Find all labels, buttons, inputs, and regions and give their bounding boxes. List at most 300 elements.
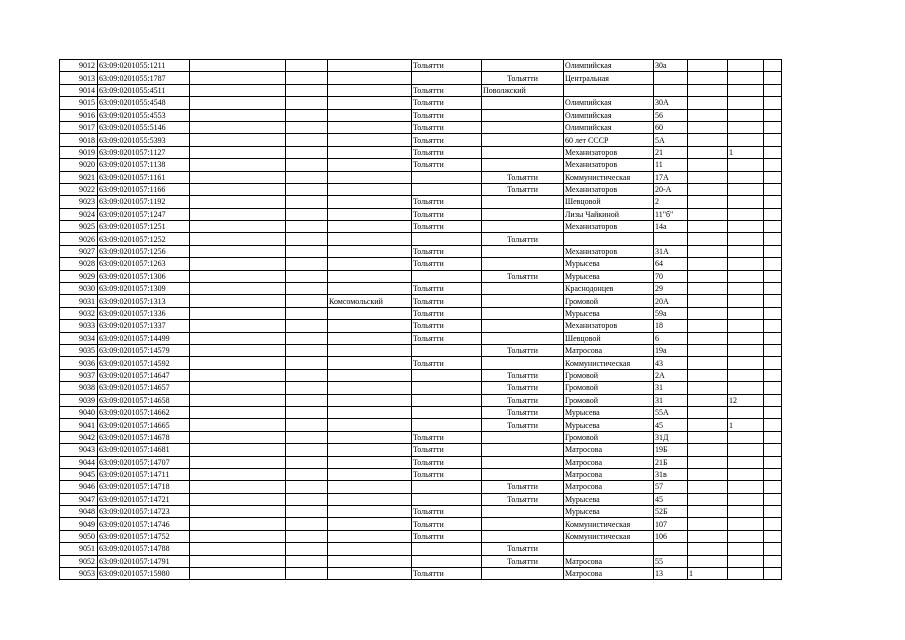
cell-city-a[interactable]: Тольятти	[412, 468, 482, 480]
cell-col-j[interactable]	[688, 419, 728, 431]
cell-col-c[interactable]	[190, 270, 286, 282]
cell-col-j[interactable]	[688, 468, 728, 480]
cell-row-number[interactable]: 9026	[60, 233, 98, 245]
cell-col-l[interactable]	[764, 146, 782, 158]
cell-street[interactable]: 60 лет СССР	[564, 134, 654, 146]
cell-col-c[interactable]	[190, 493, 286, 505]
cell-col-l[interactable]	[764, 369, 782, 381]
cell-col-d[interactable]	[286, 357, 328, 369]
cell-city-b[interactable]	[482, 245, 564, 257]
cell-city-b[interactable]: Тольятти	[482, 543, 564, 555]
cell-col-d[interactable]	[286, 332, 328, 344]
cell-col-c[interactable]	[190, 258, 286, 270]
cell-col-l[interactable]	[764, 307, 782, 319]
cell-col-c[interactable]	[190, 72, 286, 84]
cell-city-b[interactable]	[482, 258, 564, 270]
cell-col-k[interactable]	[728, 245, 764, 257]
cell-col-l[interactable]	[764, 221, 782, 233]
cell-house[interactable]	[654, 233, 688, 245]
cell-cadastral-number[interactable]: 63:09:0201055:4553	[98, 109, 190, 121]
cell-col-l[interactable]	[764, 493, 782, 505]
cell-district[interactable]	[328, 332, 412, 344]
cell-street[interactable]: Механизаторов	[564, 245, 654, 257]
cell-street[interactable]: Мурысева	[564, 419, 654, 431]
cell-district[interactable]	[328, 208, 412, 220]
cell-col-j[interactable]: 1	[688, 568, 728, 580]
cell-city-b[interactable]: Поволжский	[482, 84, 564, 96]
cell-col-j[interactable]	[688, 146, 728, 158]
cell-col-l[interactable]	[764, 530, 782, 542]
cell-col-l[interactable]	[764, 394, 782, 406]
cell-street[interactable]: Коммунистическая	[564, 518, 654, 530]
cell-house[interactable]: 55	[654, 555, 688, 567]
cell-house[interactable]: 29	[654, 283, 688, 295]
cell-col-c[interactable]	[190, 419, 286, 431]
cell-col-j[interactable]	[688, 332, 728, 344]
cell-street[interactable]: Механизаторов	[564, 146, 654, 158]
cell-city-b[interactable]: Тольятти	[482, 555, 564, 567]
cell-col-j[interactable]	[688, 555, 728, 567]
cell-col-c[interactable]	[190, 357, 286, 369]
cell-col-c[interactable]	[190, 121, 286, 133]
cell-district[interactable]	[328, 121, 412, 133]
cell-city-b[interactable]	[482, 134, 564, 146]
cell-cadastral-number[interactable]: 63:09:0201055:5146	[98, 121, 190, 133]
cell-street[interactable]: Мурысева	[564, 307, 654, 319]
cell-city-b[interactable]	[482, 320, 564, 332]
cell-house[interactable]: 21Б	[654, 456, 688, 468]
cell-col-d[interactable]	[286, 233, 328, 245]
cell-city-a[interactable]: Тольятти	[412, 221, 482, 233]
cell-col-k[interactable]	[728, 444, 764, 456]
cell-col-l[interactable]	[764, 245, 782, 257]
cell-col-d[interactable]	[286, 406, 328, 418]
cell-house[interactable]: 60	[654, 121, 688, 133]
cell-col-k[interactable]	[728, 84, 764, 96]
cell-street[interactable]: Мурысева	[564, 270, 654, 282]
cell-house[interactable]: 19Б	[654, 444, 688, 456]
cell-col-c[interactable]	[190, 159, 286, 171]
cell-city-a[interactable]: Тольятти	[412, 60, 482, 72]
cell-col-c[interactable]	[190, 283, 286, 295]
cell-house[interactable]: 11"б"	[654, 208, 688, 220]
cell-row-number[interactable]: 9047	[60, 493, 98, 505]
cell-col-k[interactable]	[728, 344, 764, 356]
cell-street[interactable]: Мурысева	[564, 506, 654, 518]
cell-col-l[interactable]	[764, 208, 782, 220]
cell-cadastral-number[interactable]: 63:09:0201057:14791	[98, 555, 190, 567]
cell-street[interactable]: Механизаторов	[564, 159, 654, 171]
cell-house[interactable]: 20-А	[654, 183, 688, 195]
cell-col-d[interactable]	[286, 258, 328, 270]
cell-col-c[interactable]	[190, 233, 286, 245]
cell-col-d[interactable]	[286, 121, 328, 133]
cell-col-k[interactable]	[728, 196, 764, 208]
cell-col-l[interactable]	[764, 481, 782, 493]
cell-col-k[interactable]	[728, 258, 764, 270]
cell-col-c[interactable]	[190, 295, 286, 307]
cell-city-a[interactable]: Тольятти	[412, 109, 482, 121]
cell-cadastral-number[interactable]: 63:09:0201057:14647	[98, 369, 190, 381]
cell-house[interactable]: 45	[654, 419, 688, 431]
cell-house[interactable]: 19а	[654, 344, 688, 356]
cell-col-d[interactable]	[286, 369, 328, 381]
cell-col-l[interactable]	[764, 444, 782, 456]
cell-district[interactable]	[328, 431, 412, 443]
cell-row-number[interactable]: 9045	[60, 468, 98, 480]
cell-house[interactable]: 45	[654, 493, 688, 505]
cell-row-number[interactable]: 9036	[60, 357, 98, 369]
cell-col-l[interactable]	[764, 258, 782, 270]
cell-col-l[interactable]	[764, 332, 782, 344]
cell-district[interactable]	[328, 320, 412, 332]
cell-col-l[interactable]	[764, 506, 782, 518]
cell-col-c[interactable]	[190, 307, 286, 319]
cell-row-number[interactable]: 9021	[60, 171, 98, 183]
cell-city-b[interactable]: Тольятти	[482, 72, 564, 84]
cell-col-d[interactable]	[286, 431, 328, 443]
cell-district[interactable]	[328, 456, 412, 468]
cell-district[interactable]	[328, 530, 412, 542]
cell-street[interactable]: Матросова	[564, 555, 654, 567]
cell-city-b[interactable]	[482, 97, 564, 109]
cell-city-b[interactable]	[482, 530, 564, 542]
cell-district[interactable]	[328, 60, 412, 72]
cell-city-a[interactable]: Тольятти	[412, 146, 482, 158]
cell-cadastral-number[interactable]: 63:09:0201057:1247	[98, 208, 190, 220]
cell-col-k[interactable]	[728, 208, 764, 220]
cell-street[interactable]: Матросова	[564, 568, 654, 580]
cell-city-a[interactable]: Тольятти	[412, 568, 482, 580]
cell-city-b[interactable]	[482, 146, 564, 158]
cell-col-j[interactable]	[688, 444, 728, 456]
cell-street[interactable]: Механизаторов	[564, 183, 654, 195]
cell-col-j[interactable]	[688, 543, 728, 555]
cell-cadastral-number[interactable]: 63:09:0201055:4548	[98, 97, 190, 109]
cell-city-b[interactable]	[482, 444, 564, 456]
cell-city-b[interactable]: Тольятти	[482, 183, 564, 195]
cell-cadastral-number[interactable]: 63:09:0201057:14718	[98, 481, 190, 493]
cell-col-l[interactable]	[764, 233, 782, 245]
cell-col-c[interactable]	[190, 406, 286, 418]
cell-row-number[interactable]: 9032	[60, 307, 98, 319]
cell-col-j[interactable]	[688, 530, 728, 542]
cell-city-b[interactable]	[482, 283, 564, 295]
cell-col-c[interactable]	[190, 97, 286, 109]
cell-cadastral-number[interactable]: 63:09:0201055:5393	[98, 134, 190, 146]
cell-row-number[interactable]: 9023	[60, 196, 98, 208]
cell-district[interactable]	[328, 258, 412, 270]
cell-col-k[interactable]	[728, 221, 764, 233]
cell-col-k[interactable]	[728, 159, 764, 171]
cell-col-d[interactable]	[286, 84, 328, 96]
cell-cadastral-number[interactable]: 63:09:0201057:1313	[98, 295, 190, 307]
cell-row-number[interactable]: 9017	[60, 121, 98, 133]
cell-col-c[interactable]	[190, 444, 286, 456]
cell-city-a[interactable]: Тольятти	[412, 97, 482, 109]
cell-city-a[interactable]: Тольятти	[412, 84, 482, 96]
cell-house[interactable]: 2А	[654, 369, 688, 381]
cell-house[interactable]: 20А	[654, 295, 688, 307]
cell-cadastral-number[interactable]: 63:09:0201055:1211	[98, 60, 190, 72]
cell-col-l[interactable]	[764, 283, 782, 295]
cell-col-l[interactable]	[764, 84, 782, 96]
cell-row-number[interactable]: 9040	[60, 406, 98, 418]
cell-house[interactable]: 56	[654, 109, 688, 121]
cell-col-j[interactable]	[688, 233, 728, 245]
cell-cadastral-number[interactable]: 63:09:0201057:14711	[98, 468, 190, 480]
cell-cadastral-number[interactable]: 63:09:0201057:14681	[98, 444, 190, 456]
cell-city-a[interactable]	[412, 419, 482, 431]
cell-city-a[interactable]: Тольятти	[412, 208, 482, 220]
cell-col-j[interactable]	[688, 121, 728, 133]
cell-col-d[interactable]	[286, 109, 328, 121]
cell-col-k[interactable]: 1	[728, 419, 764, 431]
cell-city-a[interactable]	[412, 382, 482, 394]
cell-district[interactable]	[328, 270, 412, 282]
cell-col-j[interactable]	[688, 344, 728, 356]
cell-col-j[interactable]	[688, 394, 728, 406]
cell-col-k[interactable]	[728, 270, 764, 282]
cell-col-d[interactable]	[286, 146, 328, 158]
cell-city-a[interactable]: Тольятти	[412, 283, 482, 295]
cell-cadastral-number[interactable]: 63:09:0201057:14658	[98, 394, 190, 406]
cell-city-b[interactable]: Тольятти	[482, 369, 564, 381]
cell-street[interactable]: Центральная	[564, 72, 654, 84]
cell-col-d[interactable]	[286, 555, 328, 567]
cell-house[interactable]: 64	[654, 258, 688, 270]
cell-col-j[interactable]	[688, 208, 728, 220]
cell-col-k[interactable]	[728, 543, 764, 555]
cell-district[interactable]	[328, 506, 412, 518]
cell-col-c[interactable]	[190, 481, 286, 493]
cell-city-a[interactable]	[412, 233, 482, 245]
cell-col-j[interactable]	[688, 84, 728, 96]
cell-col-j[interactable]	[688, 134, 728, 146]
cell-col-d[interactable]	[286, 72, 328, 84]
cell-city-a[interactable]	[412, 369, 482, 381]
cell-col-d[interactable]	[286, 456, 328, 468]
cell-row-number[interactable]: 9031	[60, 295, 98, 307]
cell-col-j[interactable]	[688, 481, 728, 493]
cell-col-l[interactable]	[764, 97, 782, 109]
cell-street[interactable]: Матросова	[564, 468, 654, 480]
cell-district[interactable]	[328, 444, 412, 456]
cell-city-b[interactable]	[482, 159, 564, 171]
cell-col-j[interactable]	[688, 196, 728, 208]
cell-col-l[interactable]	[764, 555, 782, 567]
cell-district[interactable]	[328, 221, 412, 233]
cell-row-number[interactable]: 9042	[60, 431, 98, 443]
cell-city-a[interactable]	[412, 344, 482, 356]
cell-row-number[interactable]: 9016	[60, 109, 98, 121]
cell-cadastral-number[interactable]: 63:09:0201057:1161	[98, 171, 190, 183]
cell-city-a[interactable]	[412, 493, 482, 505]
cell-col-k[interactable]	[728, 283, 764, 295]
cell-col-j[interactable]	[688, 295, 728, 307]
cell-city-b[interactable]	[482, 468, 564, 480]
cell-col-c[interactable]	[190, 456, 286, 468]
cell-house[interactable]: 57	[654, 481, 688, 493]
cell-cadastral-number[interactable]: 63:09:0201057:15980	[98, 568, 190, 580]
cell-street[interactable]: Мурысева	[564, 493, 654, 505]
cell-col-c[interactable]	[190, 518, 286, 530]
cell-city-a[interactable]: Тольятти	[412, 444, 482, 456]
cell-house[interactable]: 30а	[654, 60, 688, 72]
cell-col-c[interactable]	[190, 468, 286, 480]
cell-district[interactable]	[328, 109, 412, 121]
cell-cadastral-number[interactable]: 63:09:0201057:1192	[98, 196, 190, 208]
cell-house[interactable]: 11	[654, 159, 688, 171]
cell-col-j[interactable]	[688, 159, 728, 171]
cell-row-number[interactable]: 9015	[60, 97, 98, 109]
cell-col-k[interactable]	[728, 382, 764, 394]
cell-city-b[interactable]: Тольятти	[482, 171, 564, 183]
cell-col-j[interactable]	[688, 109, 728, 121]
cell-col-d[interactable]	[286, 159, 328, 171]
cell-col-k[interactable]	[728, 406, 764, 418]
cell-col-d[interactable]	[286, 196, 328, 208]
cell-house[interactable]: 70	[654, 270, 688, 282]
cell-col-d[interactable]	[286, 394, 328, 406]
cell-city-a[interactable]	[412, 406, 482, 418]
cell-col-k[interactable]	[728, 109, 764, 121]
cell-col-l[interactable]	[764, 72, 782, 84]
cell-street[interactable]: Шевцовой	[564, 332, 654, 344]
cell-city-b[interactable]: Тольятти	[482, 233, 564, 245]
cell-district[interactable]	[328, 307, 412, 319]
cell-city-a[interactable]: Тольятти	[412, 518, 482, 530]
cell-house[interactable]: 31в	[654, 468, 688, 480]
cell-street[interactable]: Олимпийская	[564, 60, 654, 72]
cell-street[interactable]: Коммунистическая	[564, 171, 654, 183]
cell-cadastral-number[interactable]: 63:09:0201057:14579	[98, 344, 190, 356]
cell-house[interactable]: 31Д	[654, 431, 688, 443]
cell-street[interactable]: Матросова	[564, 444, 654, 456]
cell-cadastral-number[interactable]: 63:09:0201057:14678	[98, 431, 190, 443]
cell-district[interactable]	[328, 233, 412, 245]
cell-col-d[interactable]	[286, 270, 328, 282]
cell-city-a[interactable]	[412, 394, 482, 406]
cell-col-l[interactable]	[764, 419, 782, 431]
cell-col-k[interactable]	[728, 320, 764, 332]
cell-city-b[interactable]	[482, 109, 564, 121]
cell-city-a[interactable]: Тольятти	[412, 530, 482, 542]
cell-col-j[interactable]	[688, 506, 728, 518]
cell-row-number[interactable]: 9030	[60, 283, 98, 295]
cell-city-b[interactable]	[482, 332, 564, 344]
cell-col-k[interactable]	[728, 431, 764, 443]
cell-cadastral-number[interactable]: 63:09:0201057:1336	[98, 307, 190, 319]
cell-cadastral-number[interactable]: 63:09:0201057:14788	[98, 543, 190, 555]
cell-row-number[interactable]: 9043	[60, 444, 98, 456]
cell-col-c[interactable]	[190, 183, 286, 195]
cell-district[interactable]	[328, 382, 412, 394]
cell-district[interactable]	[328, 183, 412, 195]
cell-col-j[interactable]	[688, 406, 728, 418]
cell-house[interactable]: 17А	[654, 171, 688, 183]
cell-col-j[interactable]	[688, 270, 728, 282]
cell-city-a[interactable]	[412, 183, 482, 195]
cell-district[interactable]	[328, 171, 412, 183]
cell-cadastral-number[interactable]: 63:09:0201057:14721	[98, 493, 190, 505]
cell-city-a[interactable]: Тольятти	[412, 245, 482, 257]
cell-col-d[interactable]	[286, 468, 328, 480]
cell-street[interactable]: Коммунистическая	[564, 357, 654, 369]
cell-col-d[interactable]	[286, 171, 328, 183]
cell-col-k[interactable]	[728, 60, 764, 72]
cell-district[interactable]	[328, 518, 412, 530]
cell-col-c[interactable]	[190, 568, 286, 580]
cell-col-j[interactable]	[688, 283, 728, 295]
cell-col-c[interactable]	[190, 506, 286, 518]
cell-row-number[interactable]: 9039	[60, 394, 98, 406]
cell-col-d[interactable]	[286, 97, 328, 109]
cell-cadastral-number[interactable]: 63:09:0201057:1256	[98, 245, 190, 257]
cell-col-k[interactable]	[728, 518, 764, 530]
cell-city-b[interactable]	[482, 357, 564, 369]
cell-city-b[interactable]	[482, 221, 564, 233]
cell-row-number[interactable]: 9014	[60, 84, 98, 96]
cell-cadastral-number[interactable]: 63:09:0201057:14657	[98, 382, 190, 394]
cell-street[interactable]	[564, 543, 654, 555]
cell-col-k[interactable]: 12	[728, 394, 764, 406]
cell-col-l[interactable]	[764, 568, 782, 580]
cell-col-j[interactable]	[688, 382, 728, 394]
cell-col-c[interactable]	[190, 84, 286, 96]
cell-col-l[interactable]	[764, 295, 782, 307]
cell-col-c[interactable]	[190, 146, 286, 158]
cell-col-k[interactable]	[728, 456, 764, 468]
cell-col-d[interactable]	[286, 320, 328, 332]
cell-row-number[interactable]: 9034	[60, 332, 98, 344]
cell-col-l[interactable]	[764, 183, 782, 195]
cell-house[interactable]: 31	[654, 382, 688, 394]
cell-col-d[interactable]	[286, 382, 328, 394]
cell-house[interactable]: 106	[654, 530, 688, 542]
cell-col-c[interactable]	[190, 555, 286, 567]
cell-row-number[interactable]: 9050	[60, 530, 98, 542]
cell-city-b[interactable]: Тольятти	[482, 394, 564, 406]
cell-city-b[interactable]	[482, 295, 564, 307]
cell-city-b[interactable]: Тольятти	[482, 406, 564, 418]
cell-col-d[interactable]	[286, 208, 328, 220]
cell-col-d[interactable]	[286, 506, 328, 518]
cell-house[interactable]	[654, 72, 688, 84]
cell-col-d[interactable]	[286, 134, 328, 146]
cell-col-l[interactable]	[764, 196, 782, 208]
cell-col-c[interactable]	[190, 245, 286, 257]
cell-col-c[interactable]	[190, 60, 286, 72]
cell-col-d[interactable]	[286, 295, 328, 307]
cell-house[interactable]: 52Б	[654, 506, 688, 518]
cell-street[interactable]: Коммунистическая	[564, 530, 654, 542]
cell-district[interactable]	[328, 493, 412, 505]
cell-col-k[interactable]	[728, 134, 764, 146]
cell-cadastral-number[interactable]: 63:09:0201057:14665	[98, 419, 190, 431]
cell-street[interactable]: Матросова	[564, 344, 654, 356]
cell-district[interactable]	[328, 134, 412, 146]
cell-row-number[interactable]: 9025	[60, 221, 98, 233]
cell-district[interactable]	[328, 357, 412, 369]
cell-col-c[interactable]	[190, 530, 286, 542]
cell-row-number[interactable]: 9035	[60, 344, 98, 356]
cell-col-j[interactable]	[688, 72, 728, 84]
cell-col-k[interactable]: 1	[728, 146, 764, 158]
cell-col-d[interactable]	[286, 283, 328, 295]
cell-col-l[interactable]	[764, 159, 782, 171]
cell-col-c[interactable]	[190, 171, 286, 183]
